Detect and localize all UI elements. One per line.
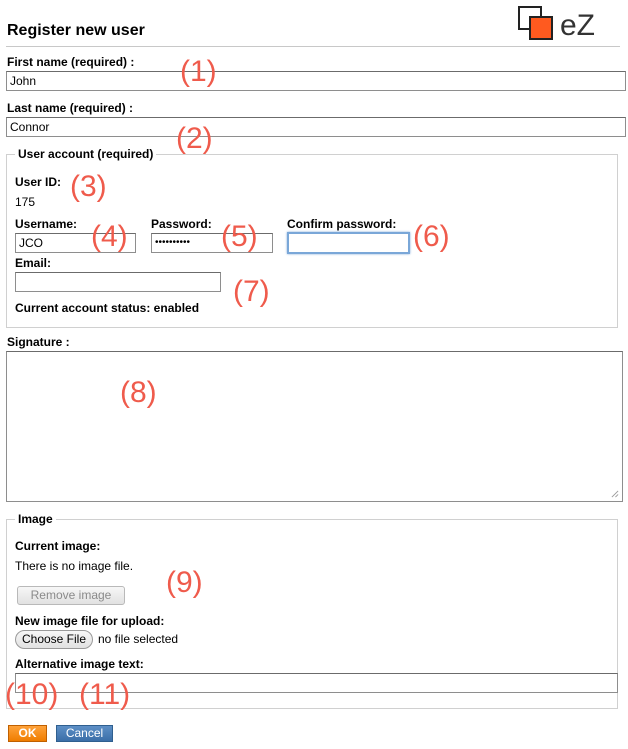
email-label: Email: — [15, 256, 52, 270]
annotation-10: (10) — [5, 678, 59, 711]
header-divider — [6, 46, 620, 47]
annotation-7: (7) — [233, 275, 270, 308]
user-id-value: 175 — [15, 195, 36, 209]
no-file-selected-text: no file selected — [98, 632, 179, 646]
current-image-label: Current image: — [15, 539, 101, 553]
annotation-3: (3) — [70, 170, 107, 203]
ez-logo — [518, 5, 618, 41]
username-label: Username: — [15, 217, 78, 231]
email-input[interactable] — [15, 272, 221, 292]
resize-handle-icon[interactable] — [611, 490, 619, 498]
annotation-9: (9) — [166, 566, 203, 599]
password-label: Password: — [151, 217, 212, 231]
user-id-label: User ID: — [15, 175, 62, 189]
annotation-4: (4) — [91, 220, 128, 253]
confirm-password-input[interactable] — [287, 232, 410, 254]
page-title: Register new user — [7, 22, 145, 39]
no-image-text: There is no image file. — [15, 559, 134, 573]
image-legend: Image — [15, 512, 56, 526]
password-input[interactable]: •••••••••• — [151, 233, 273, 253]
last-name-label: Last name (required) : — [7, 101, 134, 115]
annotation-1: (1) — [180, 55, 217, 88]
cancel-button[interactable]: Cancel — [56, 725, 113, 742]
annotation-11: (11) — [79, 678, 131, 711]
ok-button[interactable]: OK — [8, 725, 47, 742]
user-account-legend: User account (required) — [15, 147, 156, 161]
remove-image-button[interactable]: Remove image — [17, 586, 125, 605]
annotation-5: (5) — [221, 220, 258, 253]
signature-textarea[interactable] — [6, 351, 623, 502]
upload-label: New image file for upload: — [15, 614, 165, 628]
ez-logo-text: eZ — [560, 9, 596, 41]
annotation-8: (8) — [120, 376, 157, 409]
account-status: Current account status: enabled — [15, 301, 200, 315]
alt-text-label: Alternative image text: — [15, 657, 144, 671]
signature-label: Signature : — [7, 335, 70, 349]
confirm-password-label: Confirm password: — [287, 217, 397, 231]
annotation-6: (6) — [413, 220, 450, 253]
username-input[interactable]: JCO — [15, 233, 136, 253]
first-name-label: First name (required) : — [7, 55, 135, 69]
annotation-2: (2) — [176, 122, 213, 155]
last-name-input[interactable]: Connor — [6, 117, 626, 137]
choose-file-button[interactable]: Choose File — [15, 630, 93, 649]
ez-logo-icon — [518, 5, 618, 41]
first-name-input[interactable]: John — [6, 71, 626, 91]
